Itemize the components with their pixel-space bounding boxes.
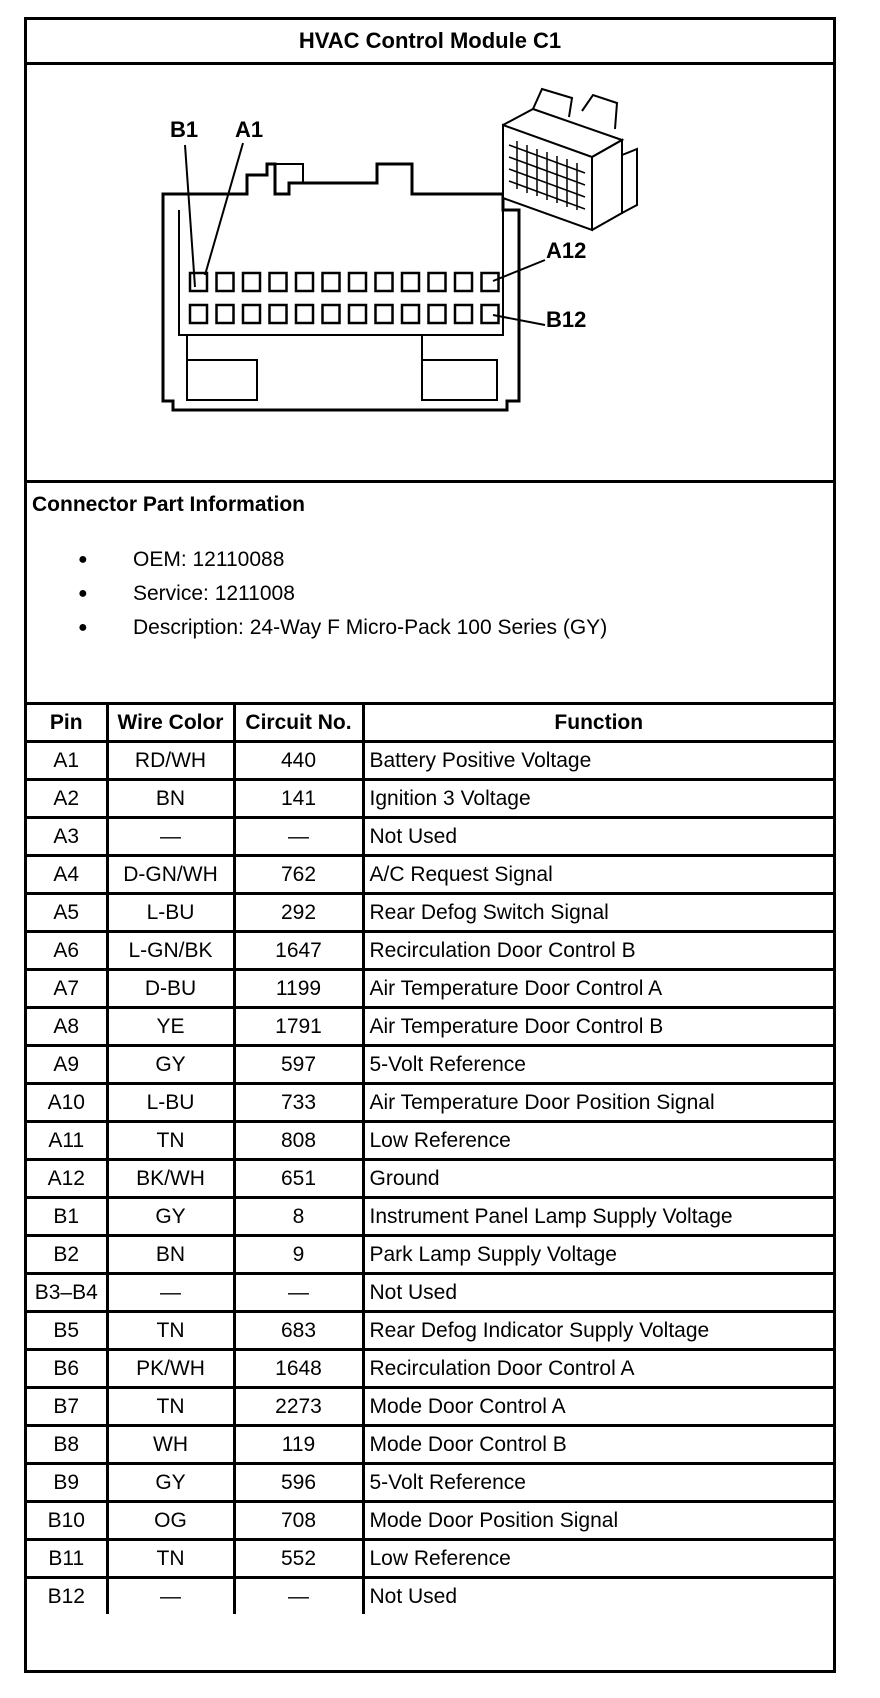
circuit-number-cell: 708	[234, 1502, 363, 1540]
function-cell: Mode Door Control B	[363, 1426, 833, 1464]
pin-cavity-b12	[482, 305, 499, 323]
wire-color-cell: —	[107, 1578, 234, 1615]
pin-cell: B6	[27, 1350, 107, 1388]
bullet-icon: ●	[78, 585, 88, 602]
pin-cell: A5	[27, 894, 107, 932]
connector-figure	[27, 65, 833, 483]
pin-cell: A9	[27, 1046, 107, 1084]
header-wire-color: Wire Color	[107, 705, 234, 742]
wire-color-cell: TN	[107, 1122, 234, 1160]
pin-cell: A3	[27, 818, 107, 856]
pin-cavity-a2	[217, 273, 234, 291]
wire-color-cell: TN	[107, 1388, 234, 1426]
pin-cell: A11	[27, 1122, 107, 1160]
page-title: HVAC Control Module C1	[27, 20, 833, 65]
wire-color-cell: PK/WH	[107, 1350, 234, 1388]
wire-color-cell: L-BU	[107, 1084, 234, 1122]
pin-cavity-a6	[323, 273, 340, 291]
connector-document	[24, 17, 836, 1673]
pin-cell: B8	[27, 1426, 107, 1464]
wire-color-cell: GY	[107, 1198, 234, 1236]
table-row	[27, 742, 833, 780]
connector-part-info	[27, 483, 833, 705]
function-cell: Recirculation Door Control B	[363, 932, 833, 970]
wire-color-cell: —	[107, 818, 234, 856]
table-row	[27, 1540, 833, 1578]
pin-cavity-a12	[482, 273, 499, 291]
label-a12: A12	[546, 238, 587, 263]
table-row	[27, 1426, 833, 1464]
pin-cavity-a3	[243, 273, 260, 291]
wire-color-cell: OG	[107, 1502, 234, 1540]
table-row	[27, 1008, 833, 1046]
table-row	[27, 1198, 833, 1236]
wire-color-cell: TN	[107, 1312, 234, 1350]
wire-color-cell: GY	[107, 1046, 234, 1084]
pin-cavity-b9	[402, 305, 419, 323]
table-row	[27, 970, 833, 1008]
pin-cavity-b4	[270, 305, 287, 323]
pinout-table	[27, 705, 833, 1614]
function-cell: Instrument Panel Lamp Supply Voltage	[363, 1198, 833, 1236]
function-cell: 5-Volt Reference	[363, 1464, 833, 1502]
foot-left	[187, 335, 257, 400]
oem-number: OEM: 12110088	[133, 548, 285, 571]
pin-cavity-b11	[455, 305, 472, 323]
table-row	[27, 1350, 833, 1388]
header-circuit-no: Circuit No.	[234, 705, 363, 742]
function-cell: Mode Door Position Signal	[363, 1502, 833, 1540]
circuit-number-cell: 8	[234, 1198, 363, 1236]
pin-cell: A2	[27, 780, 107, 818]
circuit-number-cell: —	[234, 1274, 363, 1312]
wire-color-cell: WH	[107, 1426, 234, 1464]
list-item	[27, 577, 607, 611]
pin-cavity-grid	[190, 273, 499, 323]
table-row	[27, 932, 833, 970]
circuit-number-cell: 651	[234, 1160, 363, 1198]
table-row	[27, 1274, 833, 1312]
pin-cell: B9	[27, 1464, 107, 1502]
function-cell: Ground	[363, 1160, 833, 1198]
label-a1: A1	[235, 117, 264, 142]
pin-cell: B1	[27, 1198, 107, 1236]
wire-color-cell: BN	[107, 1236, 234, 1274]
circuit-number-cell: —	[234, 818, 363, 856]
pin-cavity-b6	[323, 305, 340, 323]
wire-color-cell: BK/WH	[107, 1160, 234, 1198]
wire-color-cell: L-GN/BK	[107, 932, 234, 970]
circuit-number-cell: 597	[234, 1046, 363, 1084]
pin-cavity-a8	[376, 273, 393, 291]
connector-3d-view	[503, 89, 637, 230]
wire-color-cell: TN	[107, 1540, 234, 1578]
service-number: Service: 1211008	[133, 582, 295, 605]
circuit-number-cell: 808	[234, 1122, 363, 1160]
latch-left	[267, 164, 303, 183]
pin-cell: B11	[27, 1540, 107, 1578]
pin-cell: A6	[27, 932, 107, 970]
table-row	[27, 1236, 833, 1274]
pin-cavity-b2	[217, 305, 234, 323]
pin-cavity-a5	[296, 273, 313, 291]
table-row	[27, 1084, 833, 1122]
function-cell: Air Temperature Door Control A	[363, 970, 833, 1008]
table-row	[27, 1122, 833, 1160]
table-row	[27, 1388, 833, 1426]
pin-cell: B2	[27, 1236, 107, 1274]
function-cell: Low Reference	[363, 1122, 833, 1160]
function-cell: Battery Positive Voltage	[363, 742, 833, 780]
header-pin: Pin	[27, 705, 107, 742]
table-row	[27, 1502, 833, 1540]
list-item	[27, 611, 607, 645]
pin-cell: B10	[27, 1502, 107, 1540]
circuit-number-cell: 552	[234, 1540, 363, 1578]
circuit-number-cell: 1647	[234, 932, 363, 970]
circuit-number-cell: 683	[234, 1312, 363, 1350]
table-row	[27, 894, 833, 932]
circuit-number-cell: 292	[234, 894, 363, 932]
wire-color-cell: D-BU	[107, 970, 234, 1008]
pin-cavity-a11	[455, 273, 472, 291]
table-row	[27, 780, 833, 818]
pin-cavity-a1	[190, 273, 207, 291]
table-row	[27, 1312, 833, 1350]
wire-color-cell: GY	[107, 1464, 234, 1502]
connector-diagram	[27, 65, 833, 480]
wire-color-cell: D-GN/WH	[107, 856, 234, 894]
table-header-row	[27, 705, 833, 742]
label-b1: B1	[170, 117, 199, 142]
pin-cavity-b7	[349, 305, 366, 323]
table-row	[27, 1464, 833, 1502]
table-row	[27, 1046, 833, 1084]
wire-color-cell: RD/WH	[107, 742, 234, 780]
function-cell: Rear Defog Switch Signal	[363, 894, 833, 932]
table-row	[27, 1160, 833, 1198]
pinout-table-body	[27, 742, 833, 1615]
function-cell: Mode Door Control A	[363, 1388, 833, 1426]
function-cell: Low Reference	[363, 1540, 833, 1578]
pin-cell: A4	[27, 856, 107, 894]
circuit-number-cell: 596	[234, 1464, 363, 1502]
circuit-number-cell: 1648	[234, 1350, 363, 1388]
pin-cavity-a4	[270, 273, 287, 291]
circuit-number-cell: 440	[234, 742, 363, 780]
table-row	[27, 818, 833, 856]
function-cell: Ignition 3 Voltage	[363, 780, 833, 818]
circuit-number-cell: 2273	[234, 1388, 363, 1426]
pin-cell: B3–B4	[27, 1274, 107, 1312]
function-cell: Air Temperature Door Position Signal	[363, 1084, 833, 1122]
pin-cavity-a7	[349, 273, 366, 291]
wire-color-cell: L-BU	[107, 894, 234, 932]
circuit-number-cell: —	[234, 1578, 363, 1615]
bullet-icon: ●	[78, 551, 88, 568]
leader-b1	[185, 145, 195, 287]
wire-color-cell: YE	[107, 1008, 234, 1046]
pin-cell: A7	[27, 970, 107, 1008]
function-cell: Air Temperature Door Control B	[363, 1008, 833, 1046]
connector-description: Description: 24-Way F Micro-Pack 100 Series (GY)	[133, 616, 608, 639]
pin-cell: A10	[27, 1084, 107, 1122]
circuit-number-cell: 141	[234, 780, 363, 818]
circuit-number-cell: 1791	[234, 1008, 363, 1046]
circuit-number-cell: 119	[234, 1426, 363, 1464]
pin-cavity-a10	[429, 273, 446, 291]
latch-right	[377, 164, 412, 183]
pin-cell: B5	[27, 1312, 107, 1350]
function-cell: Park Lamp Supply Voltage	[363, 1236, 833, 1274]
leader-a1	[205, 143, 243, 275]
function-cell: Recirculation Door Control A	[363, 1350, 833, 1388]
pin-cell: A8	[27, 1008, 107, 1046]
list-item	[27, 543, 607, 577]
foot-right	[422, 335, 497, 400]
pin-cavity-a9	[402, 273, 419, 291]
circuit-number-cell: 9	[234, 1236, 363, 1274]
function-cell: Not Used	[363, 818, 833, 856]
table-row	[27, 856, 833, 894]
pin-cell: B7	[27, 1388, 107, 1426]
pin-cell: A1	[27, 742, 107, 780]
wire-color-cell: —	[107, 1274, 234, 1312]
circuit-number-cell: 762	[234, 856, 363, 894]
wire-color-cell: BN	[107, 780, 234, 818]
function-cell: A/C Request Signal	[363, 856, 833, 894]
function-cell: Not Used	[363, 1274, 833, 1312]
pin-cavity-b3	[243, 305, 260, 323]
connector-info-heading: Connector Part Information	[32, 493, 306, 516]
function-cell: Not Used	[363, 1578, 833, 1615]
label-b12: B12	[546, 307, 587, 332]
header-function: Function	[363, 705, 833, 742]
circuit-number-cell: 733	[234, 1084, 363, 1122]
table-row	[27, 1578, 833, 1615]
bullet-icon: ●	[78, 619, 88, 636]
pin-cavity-b1	[190, 305, 207, 323]
pin-cell: A12	[27, 1160, 107, 1198]
connector-info-list	[27, 543, 607, 645]
pin-cavity-b5	[296, 305, 313, 323]
pin-cell: B12	[27, 1578, 107, 1615]
pin-cavity-b8	[376, 305, 393, 323]
function-cell: 5-Volt Reference	[363, 1046, 833, 1084]
circuit-number-cell: 1199	[234, 970, 363, 1008]
function-cell: Rear Defog Indicator Supply Voltage	[363, 1312, 833, 1350]
pin-cavity-b10	[429, 305, 446, 323]
